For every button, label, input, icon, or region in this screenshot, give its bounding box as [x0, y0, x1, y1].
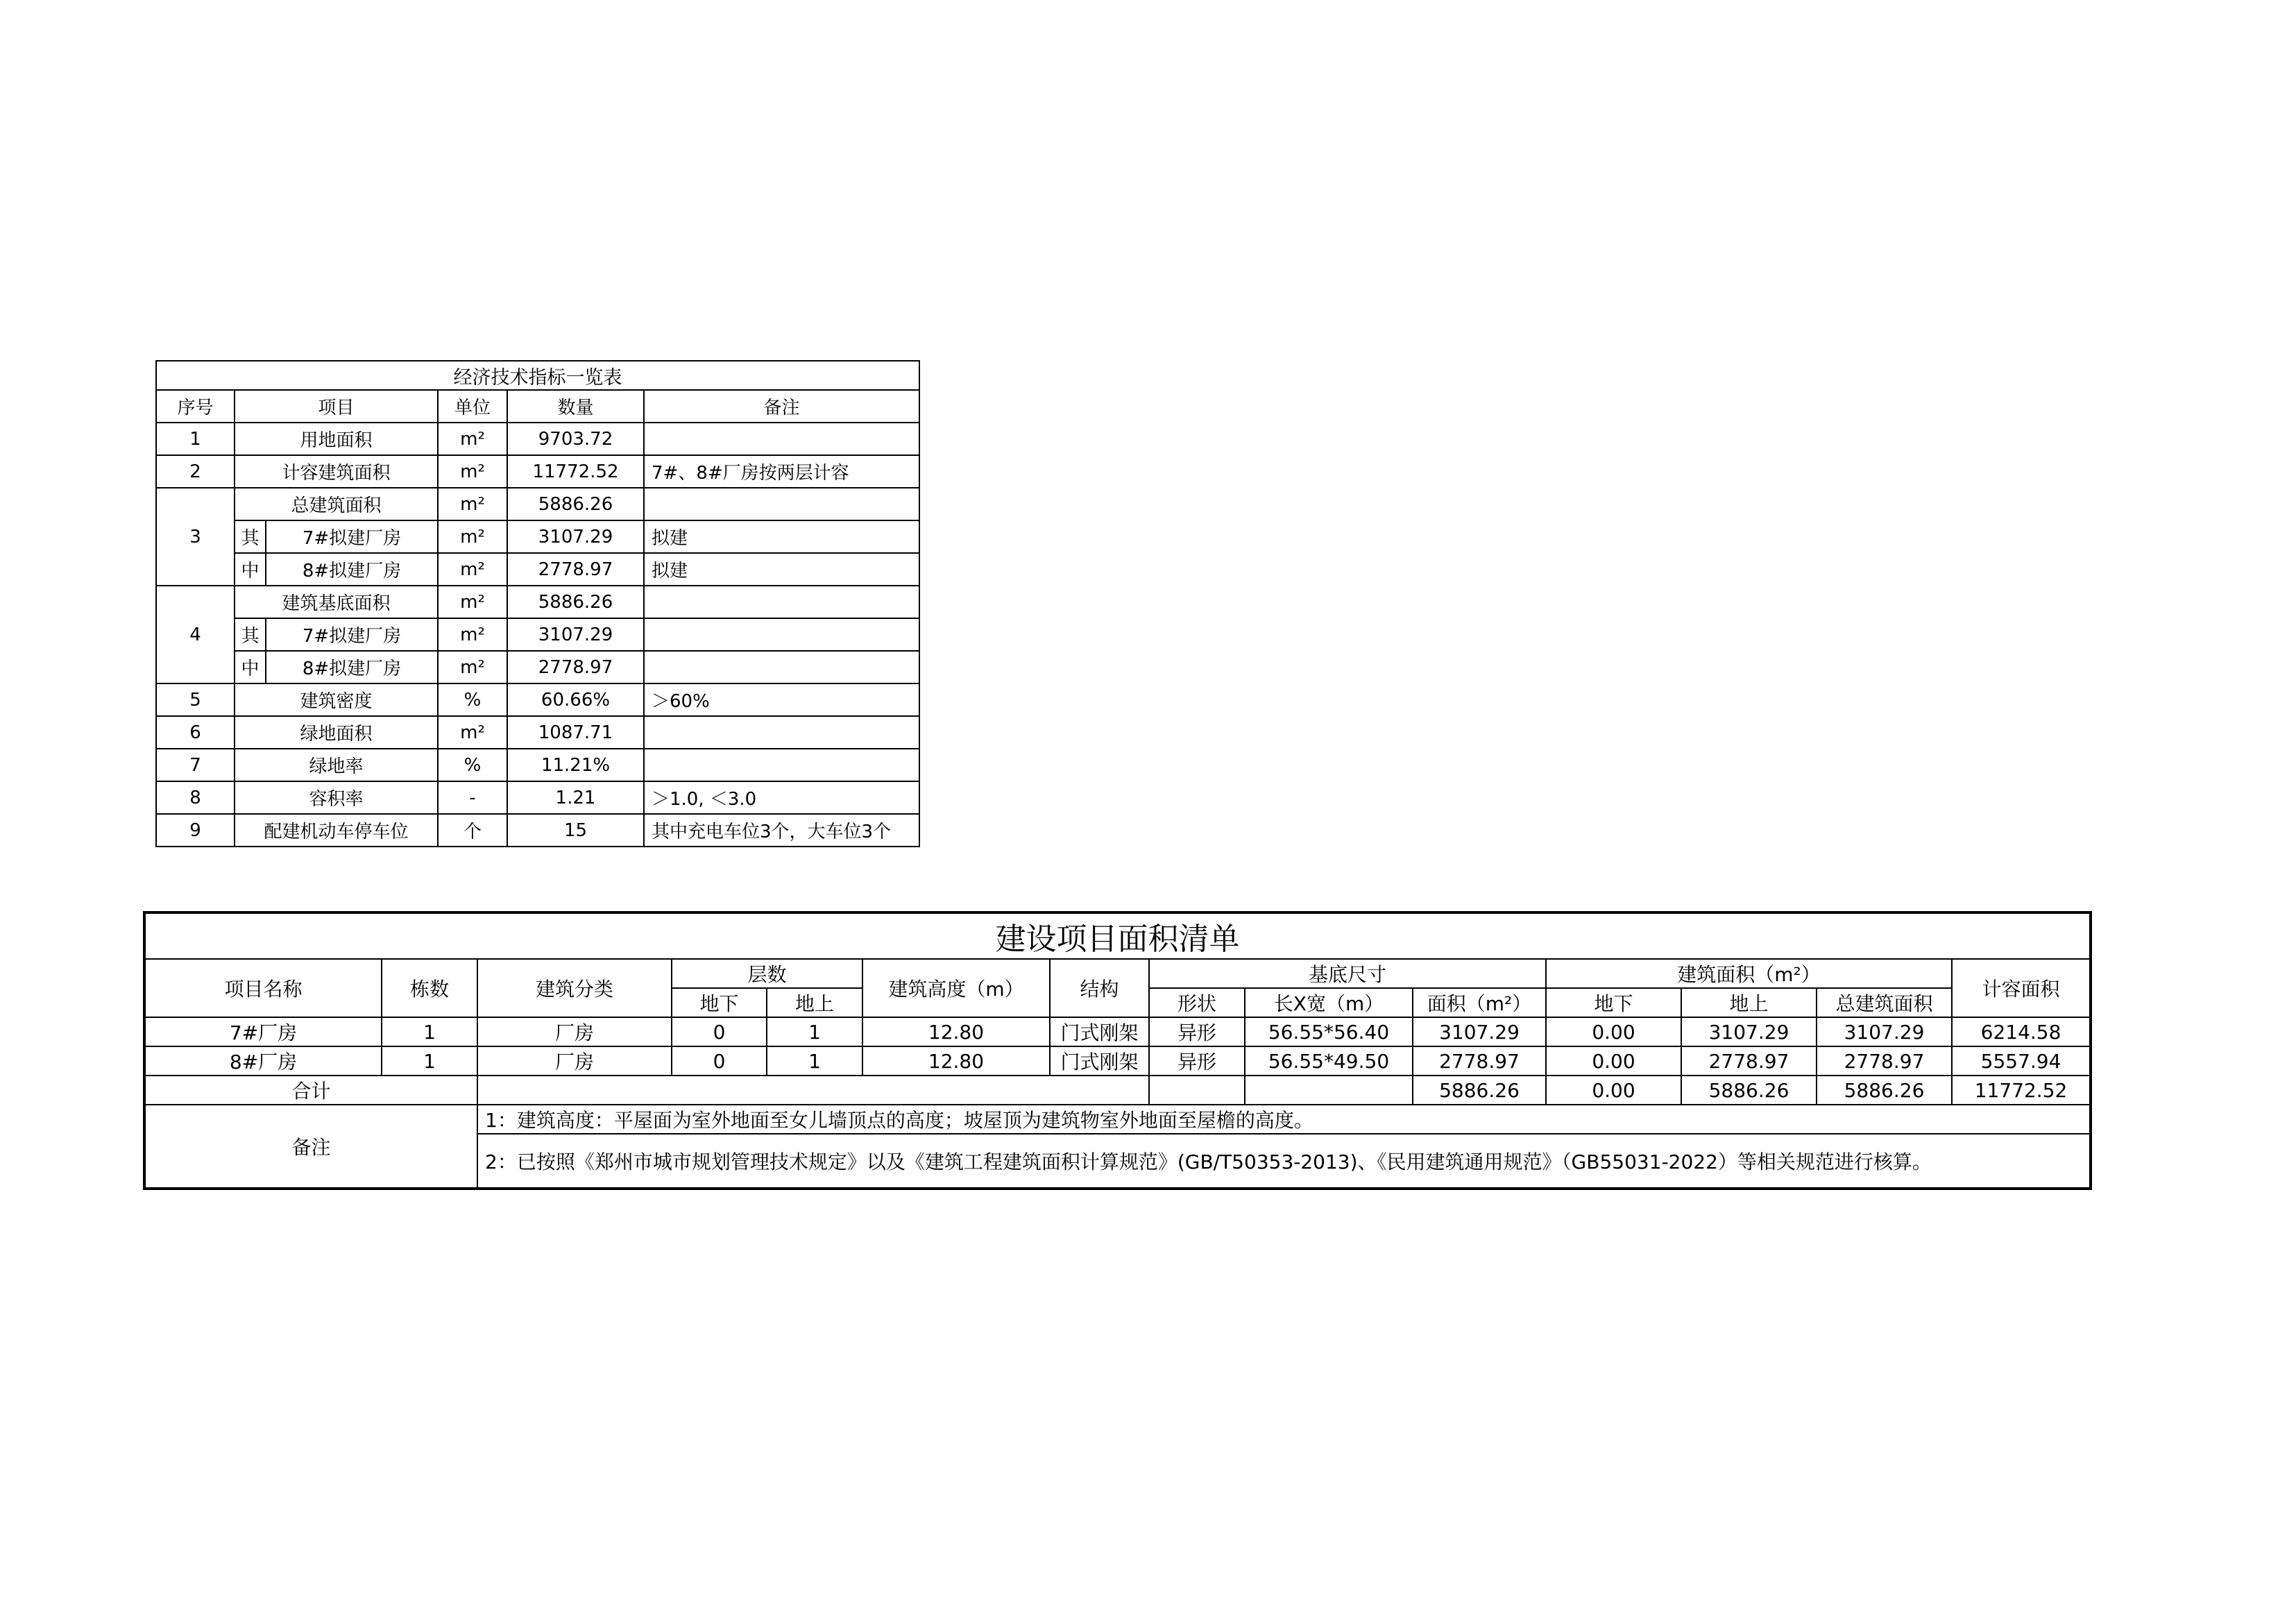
- header-floors: 层数: [672, 959, 862, 988]
- project-area-table: [143, 911, 2092, 1190]
- header-qty: 数量: [507, 390, 644, 423]
- total-empty: [477, 1076, 1149, 1105]
- row-qty: 1087.71: [507, 716, 644, 749]
- table-row: [156, 781, 919, 814]
- cell-name: 8#厂房: [144, 1046, 382, 1076]
- cell-area-above: 3107.29: [1681, 1017, 1817, 1046]
- row-note: 其中充电车位3个，大车位3个: [644, 814, 919, 847]
- row-no: 9: [156, 814, 235, 847]
- table-row: [156, 618, 919, 651]
- row-note: ＞60%: [644, 683, 919, 716]
- header-structure: 结构: [1050, 959, 1149, 1017]
- row-item: 绿地面积: [235, 716, 438, 749]
- cell-floors-below: 0: [672, 1017, 767, 1046]
- row-item: 建筑基底面积: [235, 586, 438, 618]
- table-row: [156, 586, 919, 618]
- header-area-total: 总建筑面积: [1817, 988, 1952, 1017]
- row-no: 7: [156, 749, 235, 781]
- row-note: [644, 749, 919, 781]
- table-row: [156, 716, 919, 749]
- header-build-area: 建筑面积（m²）: [1546, 959, 1952, 988]
- cell-area-total: 3107.29: [1817, 1017, 1952, 1046]
- row-no: 5: [156, 683, 235, 716]
- cell-category: 厂房: [477, 1046, 672, 1076]
- total-far-area: 11772.52: [1952, 1076, 2091, 1105]
- area-table-title: 建设项目面积清单: [144, 912, 2091, 959]
- header-area-below: 地下: [1546, 988, 1681, 1017]
- sub-label-qi: 其: [235, 520, 266, 553]
- header-no: 序号: [156, 390, 235, 423]
- row-qty: 3107.29: [507, 618, 644, 651]
- row-item: 建筑密度: [235, 683, 438, 716]
- row-note: 拟建: [644, 553, 919, 586]
- cell-name: 7#厂房: [144, 1017, 382, 1046]
- table-row: [156, 683, 919, 716]
- row-note: [644, 716, 919, 749]
- row-note: [644, 618, 919, 651]
- cell-floors-above: 1: [767, 1017, 862, 1046]
- row-unit: m²: [438, 520, 507, 553]
- table-row: [156, 455, 919, 488]
- row-note: [644, 651, 919, 683]
- header-unit: 单位: [438, 390, 507, 423]
- row-item: 总建筑面积: [235, 488, 438, 520]
- header-item: 项目: [235, 390, 438, 423]
- header-base-area: 面积（m²）: [1413, 988, 1546, 1017]
- row-qty: 3107.29: [507, 520, 644, 553]
- cell-area-above: 2778.97: [1681, 1046, 1817, 1076]
- row-unit: m²: [438, 586, 507, 618]
- row-item: 用地面积: [235, 423, 438, 455]
- table-row: [156, 553, 919, 586]
- cell-lxw: 56.55*49.50: [1245, 1046, 1413, 1076]
- header-project-name: 项目名称: [144, 959, 382, 1017]
- cell-floors-above: 1: [767, 1046, 862, 1076]
- row-no: 8: [156, 781, 235, 814]
- sub-label-qi: 其: [235, 618, 266, 651]
- header-category: 建筑分类: [477, 959, 672, 1017]
- cell-floors-below: 0: [672, 1046, 767, 1076]
- cell-area-below: 0.00: [1546, 1017, 1681, 1046]
- notes-label: 备注: [144, 1105, 477, 1189]
- table-row: [156, 749, 919, 781]
- row-unit: m²: [438, 455, 507, 488]
- row-unit: m²: [438, 488, 507, 520]
- row-item: 8#拟建厂房: [266, 553, 438, 586]
- cell-height: 12.80: [862, 1017, 1050, 1046]
- row-unit: m²: [438, 716, 507, 749]
- row-qty: 5886.26: [507, 488, 644, 520]
- row-unit: m²: [438, 618, 507, 651]
- row-item: 绿地率: [235, 749, 438, 781]
- row-no: 1: [156, 423, 235, 455]
- header-area-above: 地上: [1681, 988, 1817, 1017]
- cell-lxw: 56.55*56.40: [1245, 1017, 1413, 1046]
- cell-base-area: 2778.97: [1413, 1046, 1546, 1076]
- econ-table-title: 经济技术指标一览表: [156, 361, 919, 390]
- cell-category: 厂房: [477, 1017, 672, 1046]
- cell-shape: 异形: [1149, 1046, 1245, 1076]
- total-area-total: 5886.26: [1817, 1076, 1952, 1105]
- cell-far-area: 5557.94: [1952, 1046, 2091, 1076]
- cell-area-below: 0.00: [1546, 1046, 1681, 1076]
- header-count: 栋数: [382, 959, 477, 1017]
- row-unit: %: [438, 683, 507, 716]
- header-note: 备注: [644, 390, 919, 423]
- row-item: 计容建筑面积: [235, 455, 438, 488]
- note-line-2: 2：已按照《郑州市城市规划管理技术规定》以及《建筑工程建筑面积计算规范》(GB/T50353-2013)、《民用建筑通用规范》（GB55031-2022）等相关规范进行核算。: [477, 1134, 2091, 1189]
- notes-row: [144, 1105, 2091, 1134]
- table-row: [156, 423, 919, 455]
- row-no: 6: [156, 716, 235, 749]
- cell-base-area: 3107.29: [1413, 1017, 1546, 1046]
- row-note: [644, 423, 919, 455]
- row-unit: m²: [438, 651, 507, 683]
- row-qty: 2778.97: [507, 651, 644, 683]
- row-note: 7#、8#厂房按两层计容: [644, 455, 919, 488]
- table-row: [156, 520, 919, 553]
- row-note: [644, 586, 919, 618]
- row-unit: 个: [438, 814, 507, 847]
- row-qty: 15: [507, 814, 644, 847]
- table-row: [156, 488, 919, 520]
- row-unit: m²: [438, 553, 507, 586]
- cell-area-total: 2778.97: [1817, 1046, 1952, 1076]
- row-qty: 60.66%: [507, 683, 644, 716]
- row-item: 8#拟建厂房: [266, 651, 438, 683]
- note-line-1: 1：建筑高度：平屋面为室外地面至女儿墙顶点的高度；坡屋顶为建筑物室外地面至屋檐的高度。: [477, 1105, 2091, 1134]
- header-height: 建筑高度（m）: [862, 959, 1050, 1017]
- table-row: [156, 814, 919, 847]
- cell-far-area: 6214.58: [1952, 1017, 2091, 1046]
- total-label: 合计: [144, 1076, 477, 1105]
- row-item: 配建机动车停车位: [235, 814, 438, 847]
- total-area-above: 5886.26: [1681, 1076, 1817, 1105]
- header-floors-above: 地上: [767, 988, 862, 1017]
- row-unit: m²: [438, 423, 507, 455]
- row-no: 4: [156, 586, 235, 683]
- total-empty: [1245, 1076, 1413, 1105]
- total-area-below: 0.00: [1546, 1076, 1681, 1105]
- row-qty: 5886.26: [507, 586, 644, 618]
- table-row: [156, 651, 919, 683]
- cell-structure: 门式刚架: [1050, 1046, 1149, 1076]
- row-item: 7#拟建厂房: [266, 520, 438, 553]
- total-row: [144, 1076, 2091, 1105]
- header-lxw: 长X宽（m）: [1245, 988, 1413, 1017]
- row-unit: %: [438, 749, 507, 781]
- total-empty: [1149, 1076, 1245, 1105]
- row-no: 2: [156, 455, 235, 488]
- row-note: 拟建: [644, 520, 919, 553]
- header-shape: 形状: [1149, 988, 1245, 1017]
- row-qty: 1.21: [507, 781, 644, 814]
- row-item: 容积率: [235, 781, 438, 814]
- cell-shape: 异形: [1149, 1017, 1245, 1046]
- row-qty: 11.21%: [507, 749, 644, 781]
- cell-count: 1: [382, 1046, 477, 1076]
- header-floors-below: 地下: [672, 988, 767, 1017]
- row-qty: 9703.72: [507, 423, 644, 455]
- row-unit: -: [438, 781, 507, 814]
- row-no: 3: [156, 488, 235, 586]
- row-item: 7#拟建厂房: [266, 618, 438, 651]
- sub-label-zhong: 中: [235, 651, 266, 683]
- cell-structure: 门式刚架: [1050, 1017, 1149, 1046]
- header-base-size: 基底尺寸: [1149, 959, 1546, 988]
- total-base-area: 5886.26: [1413, 1076, 1546, 1105]
- cell-height: 12.80: [862, 1046, 1050, 1076]
- header-far-area: 计容面积: [1952, 959, 2091, 1017]
- cell-count: 1: [382, 1017, 477, 1046]
- row-qty: 11772.52: [507, 455, 644, 488]
- row-note: ＞1.0, ＜3.0: [644, 781, 919, 814]
- row-note: [644, 488, 919, 520]
- row-qty: 2778.97: [507, 553, 644, 586]
- table-row: [144, 1017, 2091, 1046]
- sub-label-zhong: 中: [235, 553, 266, 586]
- economic-indicator-table: [155, 360, 920, 847]
- table-row: [144, 1046, 2091, 1076]
